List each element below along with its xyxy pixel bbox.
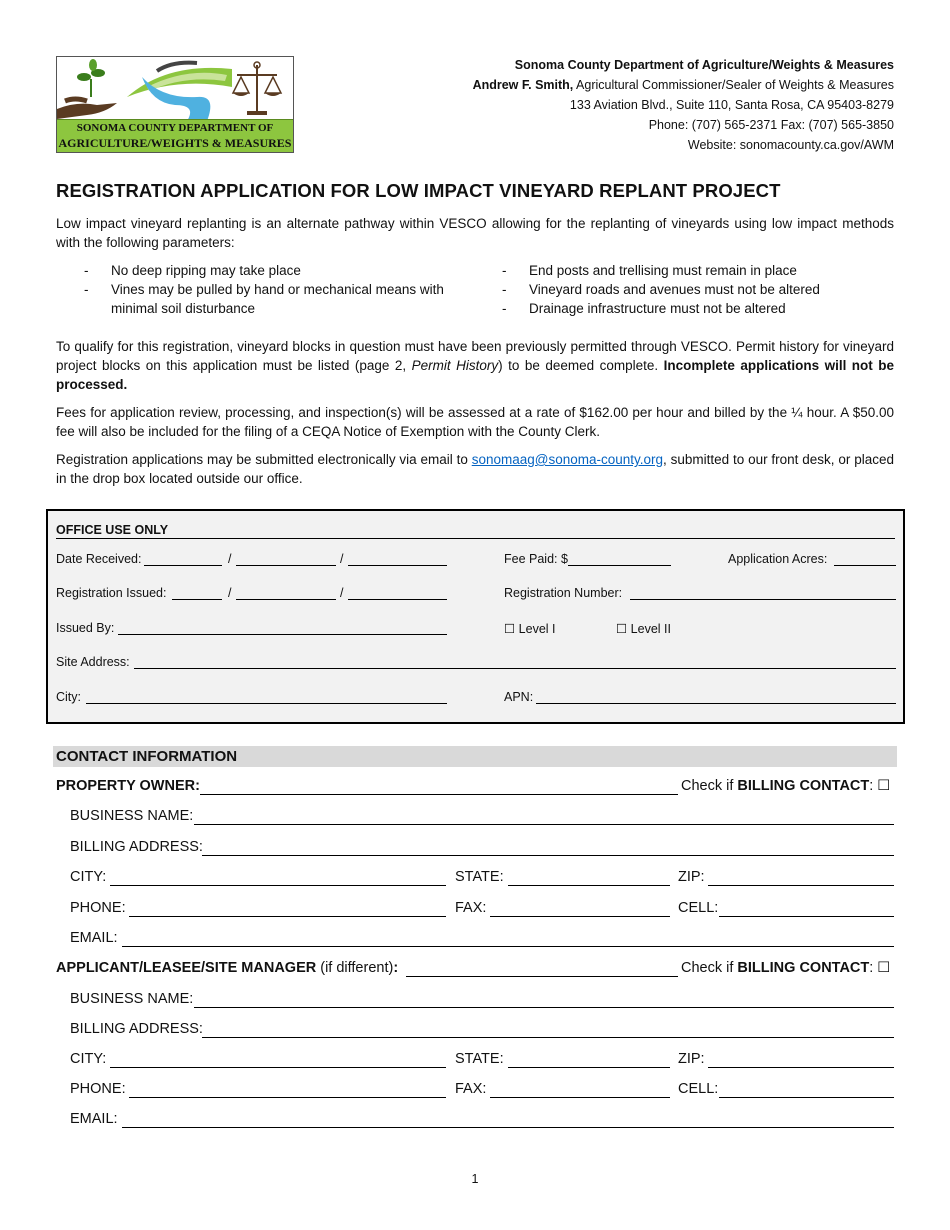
office-row-5 [56,690,895,710]
owner-phone-field[interactable] [129,900,446,917]
fee-paid-field[interactable] [568,552,671,566]
phone-label: PHONE: [70,900,126,916]
owner-cell-field[interactable] [719,900,894,917]
owner-billing-row [70,839,895,861]
list-item: - End posts and trellising must remain in place [502,261,872,280]
registration-issued-year-field[interactable] [348,586,447,600]
applicant-label-rest: (if different) [316,960,394,976]
cell-label: CELL: [678,1081,719,1097]
city-label: CITY: [70,869,107,885]
application-acres-label: Application Acres: [728,552,828,566]
owner-city-field[interactable] [110,869,446,886]
phone-label: PHONE: [70,1081,126,1097]
qualify-paragraph [56,337,894,394]
zip-label: ZIP: [678,1051,705,1067]
issued-by-label: Issued By: [56,621,115,635]
registration-issued-label: Registration Issued: [56,586,167,600]
office-use-box [46,509,905,724]
logo-line-1: SONOMA COUNTY DEPARTMENT OF [76,122,274,134]
owner-zip-field[interactable] [708,869,894,886]
applicant-email-field[interactable] [122,1111,894,1128]
submit-text-2: , submitted to our front desk, or placed in the drop box located outside our office. [56,452,894,486]
billing-address-label: BILLING ADDRESS: [70,1021,203,1037]
owner-business-name-field[interactable] [194,808,894,825]
city-label: City: [56,690,81,704]
site-address-field[interactable] [134,655,896,669]
page-number: 1 [471,1172,479,1186]
applicant-cell-field[interactable] [719,1081,894,1098]
date-slash: / [340,586,344,600]
application-acres-field[interactable] [834,552,896,566]
applicant-label-bold: APPLICANT/LEASEE/SITE MANAGER [56,960,317,976]
list-item: - Drainage infrastructure must not be altered [502,299,872,318]
applicant-state-field[interactable] [508,1051,670,1068]
intro-paragraph: Low impact vineyard replanting is an alternate pathway within VESCO allowing for the replanting of vineyards using low impact methods with the following parameters: [56,216,894,250]
commissioner-role: Agricultural Commissioner/Sealer of Weights & Measures [573,78,894,92]
applicant-label [56,960,398,976]
applicant-email-row [70,1111,895,1133]
commissioner-line [473,75,894,95]
applicant-field[interactable] [406,960,678,977]
list-item: - No deep ripping may take place [84,261,469,280]
department-logo [56,56,294,153]
owner-billing-address-field[interactable] [202,839,894,856]
email-label: EMAIL: [70,1111,118,1127]
applicant-business-row [70,991,895,1013]
owner-business-row [70,808,895,830]
business-name-label: BUSINESS NAME: [70,808,194,824]
check-text: Check if [681,778,738,794]
fee-paid-label: Fee Paid: $ [504,552,568,566]
billing-contact-text: BILLING CONTACT [737,778,870,794]
page-title: REGISTRATION APPLICATION FOR LOW IMPACT VINEYARD REPLANT PROJECT [56,180,781,201]
check-text: Check if [681,960,738,976]
commissioner-name: Andrew F. Smith, [472,78,574,92]
applicant-billing-row [70,1021,895,1043]
date-slash: / [228,586,232,600]
permit-history-ref: Permit History [411,358,499,373]
applicant-city-field[interactable] [110,1051,446,1068]
contact-information-heading: CONTACT INFORMATION [53,746,897,767]
registration-number-field[interactable] [630,586,896,600]
checkbox-glyph: : ☐ [869,778,891,794]
property-owner-field[interactable] [200,778,678,795]
owner-email-row [70,930,895,952]
department-header [473,55,894,155]
applicant-city-row [70,1051,895,1073]
submit-paragraph [56,450,894,488]
state-label: STATE: [455,1051,504,1067]
property-owner-row [56,778,896,800]
logo-graphic [57,57,294,121]
owner-phone-row [70,900,895,922]
owner-email-field[interactable] [122,930,894,947]
date-slash: / [228,552,232,566]
issued-by-field[interactable] [118,621,447,635]
office-row-2 [56,586,895,606]
city-label: CITY: [70,1051,107,1067]
office-row-1 [56,552,895,572]
qualify-text: To qualify for this registration, vineyard blocks in question must have been previously permitted through VESCO. Permit history for vineyard project blocks on this application must be listed (page 2, [56,339,894,373]
level-2-checkbox[interactable]: ☐ Level II [616,622,671,636]
applicant-zip-field[interactable] [708,1051,894,1068]
fax-label: FAX: [455,1081,487,1097]
incomplete-warning: Incomplete applications will not be processed. [56,358,895,392]
parameters-list-left [84,261,469,318]
applicant-business-name-field[interactable] [194,991,894,1008]
fees-paragraph: Fees for application review, processing, and inspection(s) will be assessed at a rate of $162.00 per hour and billed by the ¼ hour. A $50.00 fee will also be included for the filing of a CEQA Notice of Exemption with the County Clerk. [56,405,894,439]
zip-label: ZIP: [678,869,705,885]
registration-issued-month-field[interactable] [172,586,222,600]
registration-issued-day-field[interactable] [236,586,336,600]
checkbox-glyph: : ☐ [869,960,891,976]
apn-label: APN: [504,690,534,704]
state-label: STATE: [455,869,504,885]
owner-billing-contact-checkbox[interactable] [681,778,890,794]
office-row-3 [56,621,895,641]
applicant-row [56,960,896,982]
parameters-list-right [502,261,872,318]
applicant-billing-address-field[interactable] [202,1021,894,1038]
date-received-day-field[interactable] [236,552,336,566]
billing-contact-text: BILLING CONTACT [737,960,870,976]
city-field[interactable] [86,690,447,704]
department-phone: Phone: (707) 565-2371 Fax: (707) 565-3850 [648,118,894,132]
qualify-text-2: ) to be deemed complete. [498,358,664,373]
date-received-month-field[interactable] [144,552,222,566]
logo-text [57,119,293,152]
apn-field[interactable] [536,690,896,704]
office-use-title: OFFICE USE ONLY [56,523,895,539]
list-item: - Vineyard roads and avenues must not be altered [502,280,872,299]
level-1-checkbox[interactable]: ☐ Level I [504,622,556,636]
department-address: 133 Aviation Blvd., Suite 110, Santa Rosa, CA 95403-8279 [569,98,894,112]
cell-label: CELL: [678,900,719,916]
office-row-4 [56,655,895,675]
date-received-year-field[interactable] [348,552,447,566]
registration-number-label: Registration Number: [504,586,623,600]
applicant-label-colon: : [393,960,399,976]
site-address-label: Site Address: [56,655,130,669]
fax-label: FAX: [455,900,487,916]
applicant-phone-field[interactable] [129,1081,446,1098]
email-link[interactable]: sonomaag@sonoma-county.org [471,452,664,467]
department-name: Sonoma County Department of Agriculture/Weights & Measures [514,58,894,72]
property-owner-label: PROPERTY OWNER: [56,778,200,794]
date-received-label: Date Received: [56,552,142,566]
list-item: - Vines may be pulled by hand or mechanical means with minimal soil disturbance [84,280,469,318]
applicant-billing-contact-checkbox[interactable] [681,960,890,976]
owner-state-field[interactable] [508,869,670,886]
owner-city-row [70,869,895,891]
billing-address-label: BILLING ADDRESS: [70,839,203,855]
submit-text: Registration applications may be submitted electronically via email to [56,452,472,467]
owner-fax-field[interactable] [490,900,670,917]
applicant-fax-field[interactable] [490,1081,670,1098]
department-website: Website: sonomacounty.ca.gov/AWM [687,138,894,152]
business-name-label: BUSINESS NAME: [70,991,194,1007]
logo-line-2: AGRICULTURE/WEIGHTS & MEASURES [58,136,292,150]
date-slash: / [340,552,344,566]
applicant-phone-row [70,1081,895,1103]
email-label: EMAIL: [70,930,118,946]
